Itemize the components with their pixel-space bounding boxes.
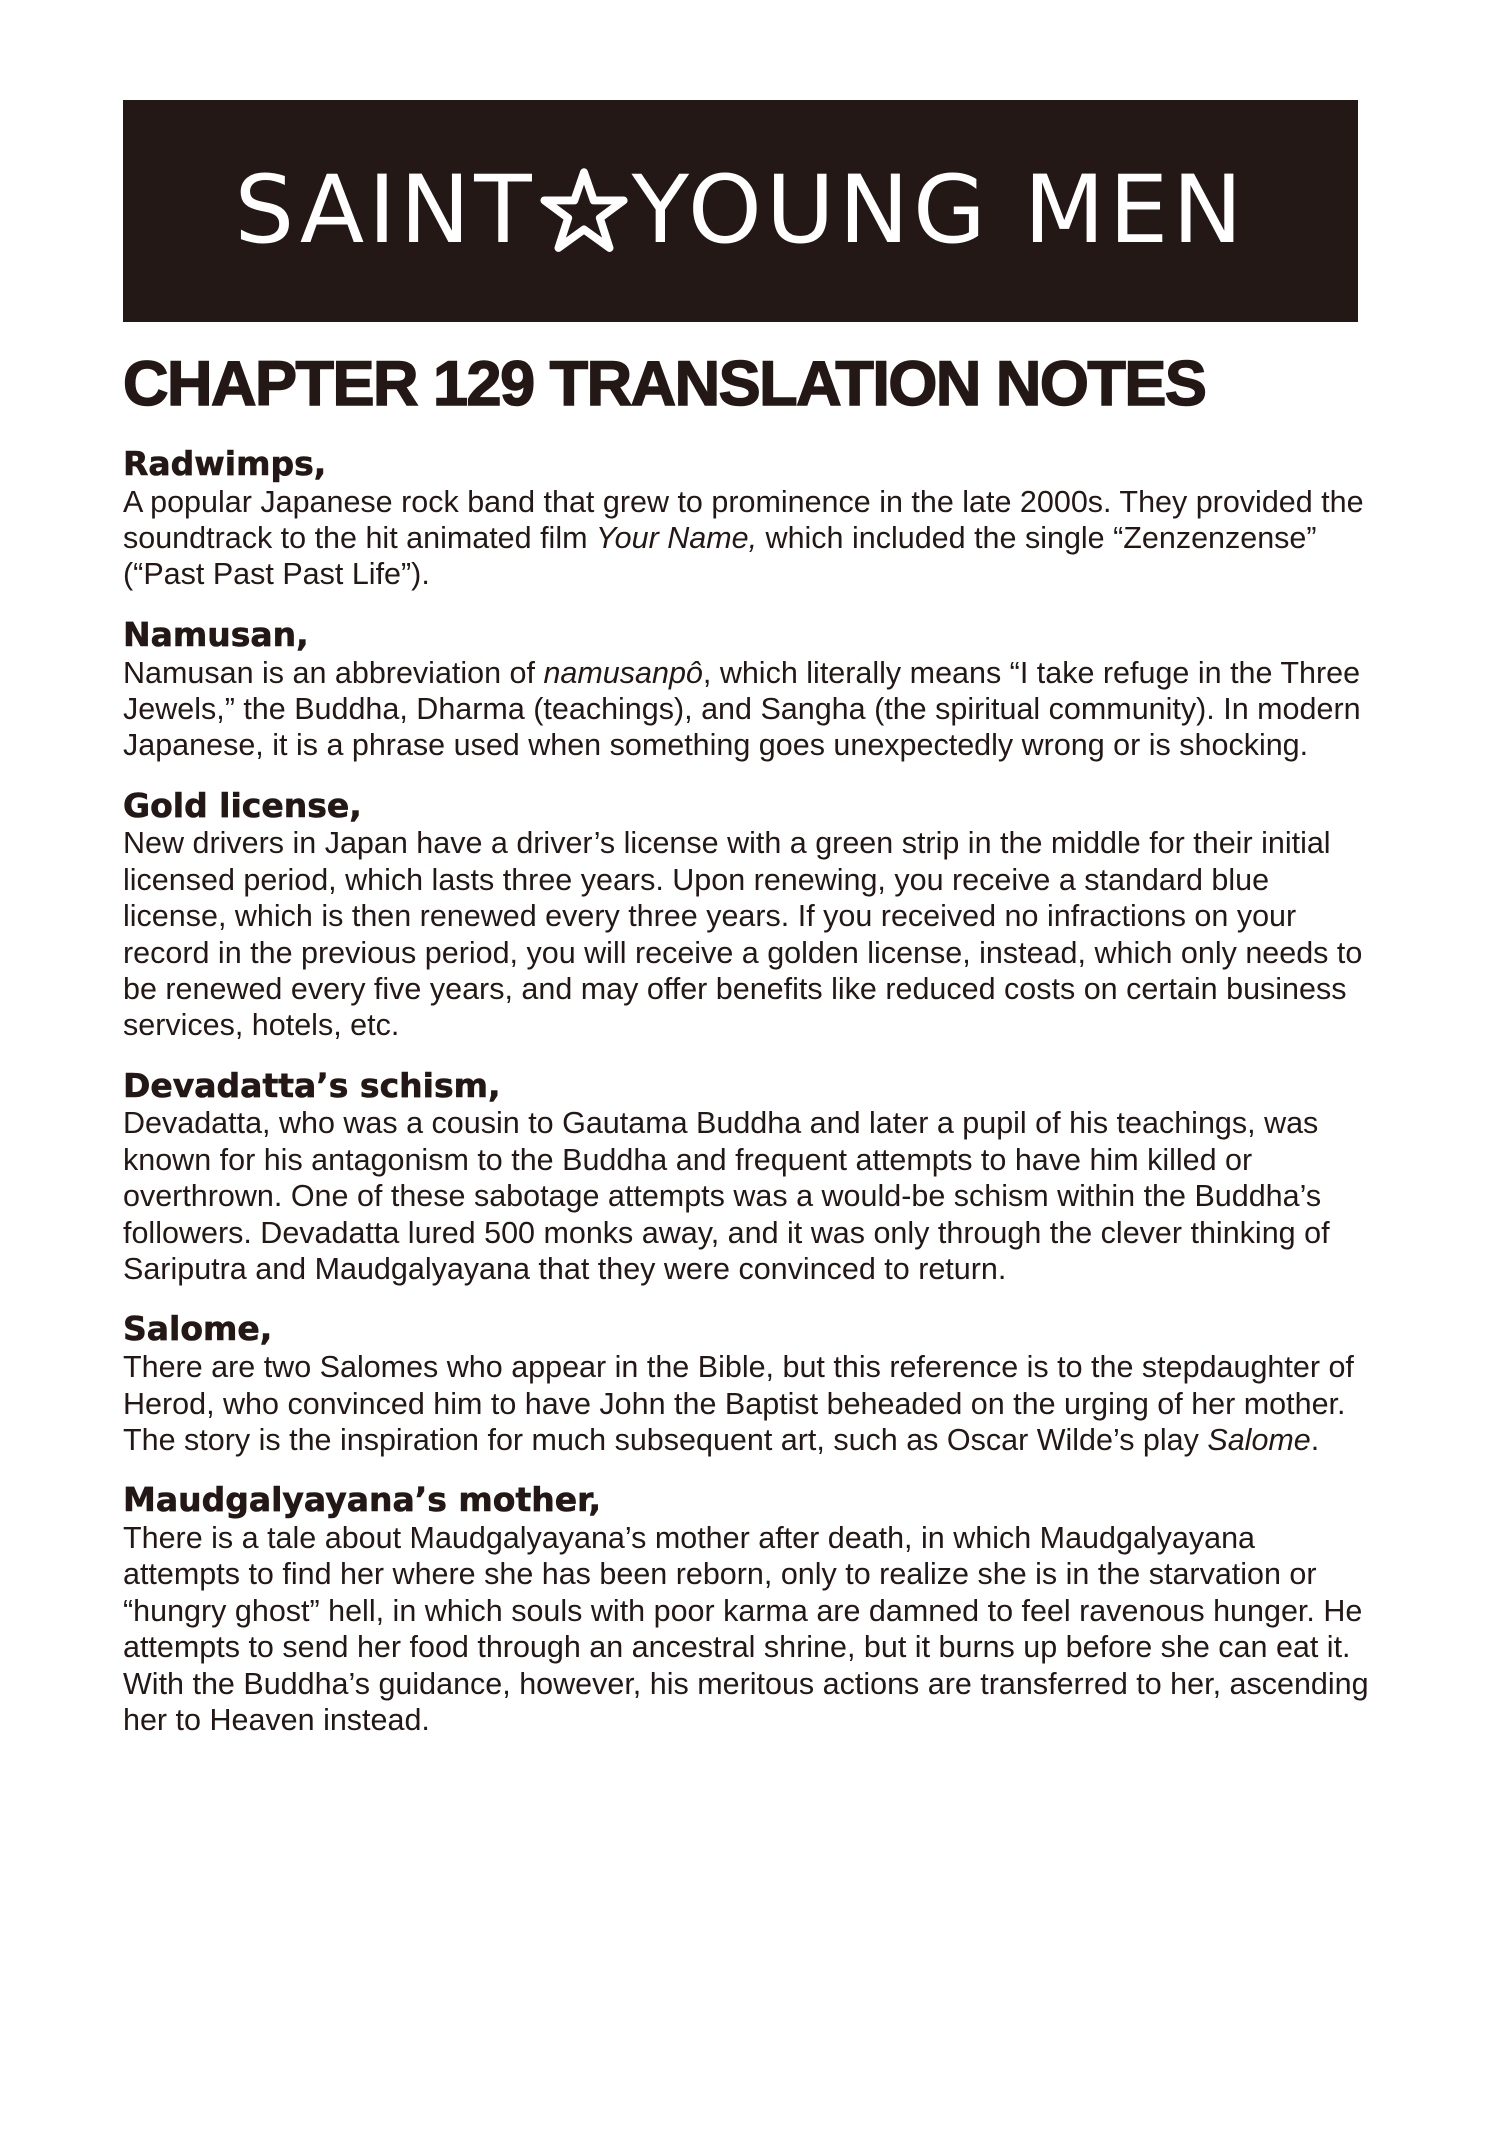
note-text: New drivers in Japan have a driver’s license with a green strip in the middle for their initial licensed period, which lasts three years. Upon renewing, you receive a standard blue license, which is then renewed every three years. If you received no infractions on your record in the previous period, you will receive a golden license, instead, which only needs to be renewed every five years, and may offer benefits like reduced costs on certain business services, hotels, etc. bbox=[123, 826, 1363, 1043]
note-term: Salome, bbox=[123, 1309, 273, 1349]
note-text-part: There are two Salomes who appear in the Bible, but this reference is to the stepdaughter of Herod, who convinced him to have John the Baptist beheaded on the urging of her mother. The story is the inspiration for much subsequent art, such as Oscar Wilde’s play bbox=[123, 1350, 1354, 1457]
note-term: Maudgalyayana’s mother, bbox=[123, 1480, 602, 1520]
note-text-italic: Salome bbox=[1207, 1422, 1311, 1457]
title-banner bbox=[123, 100, 1358, 322]
note-term: Devadatta’s schism, bbox=[123, 1065, 501, 1105]
note-text: There is a tale about Maudgalyayana’s mother after death, in which Maudgalyayana attempts to find her where she has been reborn, only to realize she is in the starvation or “hungry ghost” hell, in which souls with poor karma are damned to feel ravenous hunger. He attempts to send her food through an ancestral shrine, but it burns up before she can eat it. With the Buddha’s guidance, however, his meritous actions are transferred to her, ascending her to Heaven instead. bbox=[123, 1520, 1369, 1737]
note-item bbox=[123, 444, 1373, 593]
note-text-italic: namusanpô bbox=[543, 655, 703, 690]
note-text bbox=[123, 484, 1373, 593]
note-term: Gold license, bbox=[123, 785, 362, 825]
note-text-part: which included the single “Zenzenzense” (“Past Past Past Life”). bbox=[123, 521, 1317, 592]
note-item bbox=[123, 614, 1373, 764]
page-title: CHAPTER 129 TRANSLATION NOTES bbox=[123, 349, 1206, 419]
series-title-left: SAINT bbox=[234, 156, 536, 265]
note-item bbox=[123, 1309, 1373, 1458]
series-title-right: YOUNG MEN bbox=[631, 156, 1247, 265]
note-text: Devadatta, who was a cousin to Gautama Buddha and later a pupil of his teachings, was known for his antagonism to the Buddha and frequent attempts to have him killed or overthrown. One of these sabotage attempts was a would-be schism within the Buddha’s followers. Devadatta lured 500 monks away, and it was only through the clever thinking of Sariputra and Maudgalyayana that they were convinced to return. bbox=[123, 1106, 1330, 1287]
note-text-part: Namusan is an abbreviation of bbox=[123, 655, 544, 690]
series-logo bbox=[234, 156, 1247, 265]
note-text bbox=[123, 1349, 1373, 1458]
note-text-part: , which literally means “I take refuge in the Three Jewels,” the Buddha, Dharma (teachings), and Sangha (the spiritual community). In modern Japanese, it is a phrase used when something goes unexpectedly wrong or is shocking. bbox=[123, 655, 1361, 763]
note-text-part: . bbox=[1310, 1422, 1320, 1457]
note-term: Namusan, bbox=[123, 614, 309, 654]
note-item bbox=[123, 785, 1373, 1044]
note-item bbox=[123, 1065, 1373, 1288]
note-text-part: A popular Japanese rock band that grew to prominence in the late 2000s. They provided the soundtrack to the hit animated film bbox=[123, 484, 1364, 556]
notes-list bbox=[123, 444, 1373, 1763]
star-icon bbox=[540, 167, 628, 255]
note-term: Radwimps, bbox=[123, 444, 327, 483]
note-text-italic: Your Name, bbox=[596, 521, 758, 556]
note-text bbox=[123, 655, 1373, 764]
note-item bbox=[123, 1480, 1373, 1738]
